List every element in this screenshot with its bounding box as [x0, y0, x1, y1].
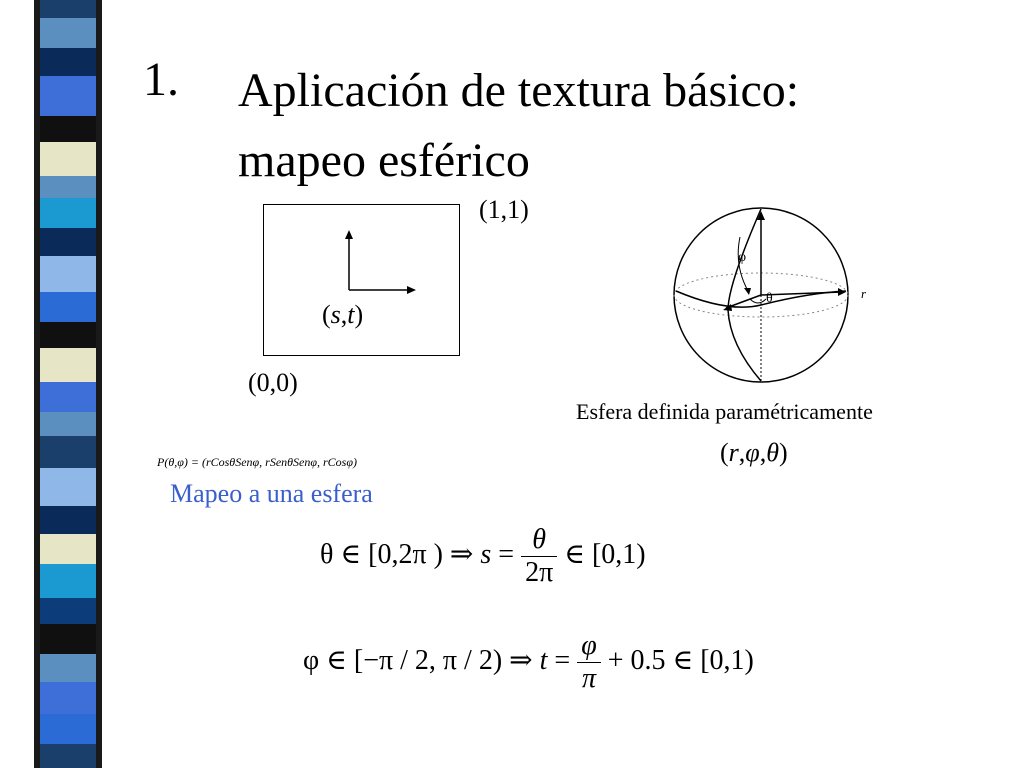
stripe-segment — [34, 506, 102, 534]
stripe-segment — [34, 714, 102, 744]
stripe-segment — [34, 412, 102, 436]
stripe-segment — [34, 534, 102, 564]
theta-arc — [750, 299, 766, 303]
equation-s-eq: = — [498, 538, 515, 570]
equation-s-numerator: θ — [521, 526, 557, 557]
x-axis-line — [761, 292, 842, 295]
stripe-segment — [34, 76, 102, 116]
stripe-segment — [34, 624, 102, 654]
sphere-parameters: (r,φ,θ) — [720, 438, 788, 467]
stripe-bar-right-edge — [96, 0, 102, 768]
sphere-caption: Esfera definida paramétricamente — [576, 399, 873, 424]
stripe-segment — [34, 142, 102, 176]
stripe-segment — [34, 292, 102, 322]
stripe-segment — [34, 436, 102, 468]
equation-s — [320, 526, 646, 587]
stripe-segment — [34, 0, 102, 18]
sphere-diagram — [668, 205, 878, 385]
parametric-formula: P(θ,φ) = (rCosθSenφ, rSenθSenφ, rCosφ) — [157, 455, 357, 469]
theta-label: θ — [766, 291, 773, 306]
st-axes-diagram — [263, 204, 463, 364]
t-axis-arrowhead — [345, 230, 353, 239]
sphere-meridian — [728, 209, 761, 381]
stripe-segment — [34, 176, 102, 198]
stripe-segment — [34, 256, 102, 292]
equation-t — [303, 632, 754, 693]
stripe-segment — [34, 322, 102, 348]
equation-t-var: t — [539, 644, 548, 676]
stripe-segment — [34, 18, 102, 48]
equation-t-rhs: + 0.5 ∈ [0,1) — [607, 644, 754, 676]
stripe-segment — [34, 654, 102, 682]
corner-label-bottom-left: (0,0) — [248, 368, 298, 397]
stripe-segment — [34, 198, 102, 228]
title-line-2: mapeo esférico — [238, 133, 530, 187]
equation-s-fraction — [521, 526, 557, 587]
s-axis-arrowhead — [407, 286, 416, 294]
stripe-segment — [34, 48, 102, 76]
equation-s-lhs: θ ∈ [0,2π ) ⇒ — [320, 538, 474, 570]
equation-s-rhs: ∈ [0,1) — [564, 538, 646, 570]
title-line-1: Aplicación de textura básico: — [238, 64, 800, 117]
equation-s-denominator: 2π — [525, 557, 554, 588]
stripe-segment — [34, 348, 102, 382]
stripe-segment — [34, 564, 102, 598]
mapping-heading: Mapeo a una esfera — [170, 479, 373, 508]
equation-s-var: s — [480, 538, 492, 570]
phi-arc-arrowhead — [744, 288, 751, 295]
stripe-segment — [34, 382, 102, 412]
stripe-segment — [34, 468, 102, 506]
stripe-segment — [34, 228, 102, 256]
equation-t-eq: = — [554, 644, 571, 676]
equation-t-fraction — [577, 632, 601, 693]
title-number: 1. — [143, 53, 179, 106]
stripe-segment — [34, 116, 102, 142]
r-label: r — [861, 286, 867, 301]
st-coordinate-label: (s,t) — [322, 300, 364, 329]
decorative-stripe-bar — [34, 0, 102, 768]
stripe-segment — [34, 682, 102, 714]
phi-label: φ — [738, 250, 747, 265]
equation-t-lhs: φ ∈ [−π / 2, π / 2) ⇒ — [303, 644, 533, 676]
stripe-segment — [34, 598, 102, 624]
equation-t-denominator: π — [581, 663, 596, 694]
equation-t-numerator: φ — [577, 632, 601, 663]
corner-label-top-right: (1,1) — [479, 195, 529, 224]
slide-title — [238, 56, 938, 195]
stripe-segment — [34, 744, 102, 768]
stripe-bar-left-edge — [34, 0, 40, 768]
